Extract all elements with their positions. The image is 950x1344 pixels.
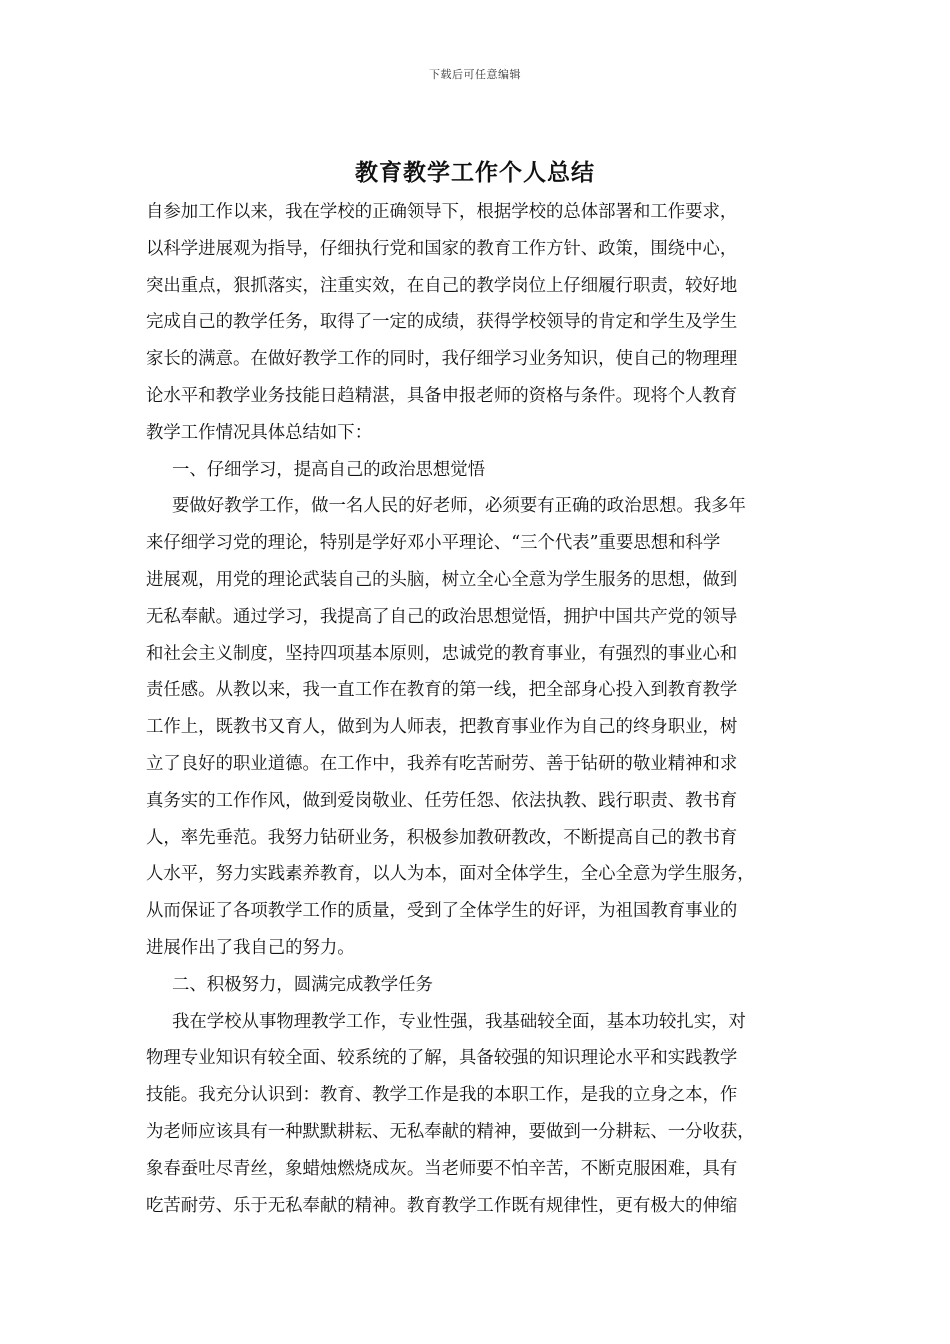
text-line: 完成自己的教学任务，取得了一定的成绩，获得学校领导的肯定和学生及学生	[146, 312, 738, 333]
text-line: 以科学进展观为指导，仔细执行党和国家的教育工作方针、政策，围绕中心，	[146, 238, 738, 259]
text-line: 一、仔细学习，提高自己的政治思想觉悟	[172, 459, 486, 480]
header-note: 下载后可任意编辑	[429, 68, 521, 81]
text-line: 技能。我充分认识到：教育、教学工作是我的本职工作，是我的立身之本，作	[146, 1085, 738, 1106]
text-line: 人，率先垂范。我努力钻研业务，积极参加教研教改，不断提高自己的教书育	[146, 827, 738, 848]
text-line: 教学工作情况具体总结如下：	[146, 422, 373, 443]
text-line: 要做好教学工作，做一名人民的好老师，必须要有正确的政治思想。我多年	[172, 496, 746, 517]
text-line: 无私奉献。通过学习，我提高了自己的政治思想觉悟，拥护中国共产党的领导	[146, 606, 738, 627]
text-line: 责任感。从教以来，我一直工作在教育的第一线，把全部身心投入到教育教学	[146, 680, 738, 701]
document-title: 教育教学工作个人总结	[355, 159, 595, 186]
text-line: 人水平，努力实践素养教育，以人为本，面对全体学生，全心全意为学生服务，	[146, 864, 755, 885]
text-line: 立了良好的职业道德。在工作中，我养有吃苦耐劳、善于钻研的敬业精神和求	[146, 753, 738, 774]
text-line: 进展作出了我自己的努力。	[146, 937, 355, 958]
text-line: 为老师应该具有一种默默耕耘、无私奉献的精神，要做到一分耕耘、一分收获，	[146, 1121, 755, 1142]
text-line: 和社会主义制度，坚持四项基本原则，忠诚党的教育事业，有强烈的事业心和	[146, 643, 738, 664]
text-line: 突出重点，狠抓落实，注重实效，在自己的教学岗位上仔细履行职责，较好地	[146, 275, 738, 296]
text-line: 真务实的工作作风，做到爱岗敬业、任劳任怨、依法执教、践行职责、教书育	[146, 790, 738, 811]
text-line: 物理专业知识有较全面、较系统的了解，具备较强的知识理论水平和实践教学	[146, 1048, 738, 1069]
text-line: 二、积极努力，圆满完成教学任务	[172, 974, 433, 995]
text-line: 吃苦耐劳、乐于无私奉献的精神。教育教学工作既有规律性，更有极大的伸缩	[146, 1195, 738, 1216]
text-line: 象春蚕吐尽青丝，象蜡烛燃烧成灰。当老师要不怕辛苦，不断克服困难，具有	[146, 1158, 738, 1179]
text-line: 论水平和教学业务技能日趋精湛，具备申报老师的资格与条件。现将个人教育	[146, 385, 738, 406]
text-line: 进展观，用党的理论武装自己的头脑，树立全心全意为学生服务的思想，做到	[146, 569, 738, 590]
text-line: 来仔细学习党的理论，特别是学好邓小平理论、“三个代表”重要思想和科学	[146, 533, 721, 554]
document-body	[146, 194, 822, 1224]
text-line: 从而保证了各项教学工作的质量，受到了全体学生的好评，为祖国教育事业的	[146, 901, 738, 922]
text-line: 家长的满意。在做好教学工作的同时，我仔细学习业务知识，使自己的物理理	[146, 349, 738, 370]
text-line: 我在学校从事物理教学工作，专业性强，我基础较全面，基本功较扎实，对	[172, 1011, 746, 1032]
text-line: 自参加工作以来，我在学校的正确领导下，根据学校的总体部署和工作要求，	[146, 202, 738, 222]
text-line: 工作上，既教书又育人，做到为人师表，把教育事业作为自己的终身职业，树	[146, 717, 738, 738]
